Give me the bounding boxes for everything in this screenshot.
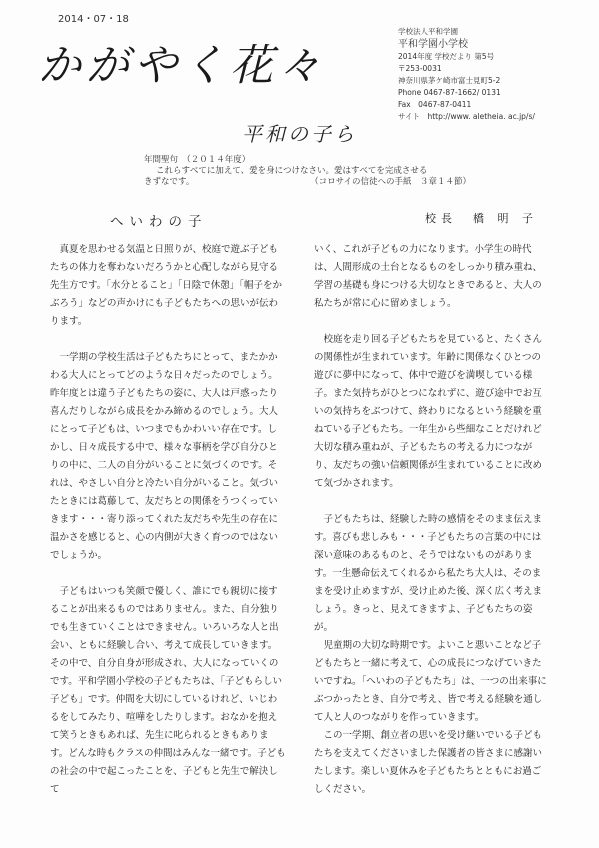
article-paragraph: 子どもたちは、経験した時の感情をそのまま伝えます。喜びも悲しみも・・・子どもたちの言葉の中には深い意味のあるものと、そうではないものがあります。一生懸命伝えてくれるから私たち大人は、そのままを受け止めますが、受け止めた後、深く広く考えましょう。きっと、見えてきますよ、子どもたちの姿が。 (314, 514, 543, 633)
annual-verse-line-2-row (144, 177, 474, 188)
school-address: 神奈川県茅ケ崎市富士見町5-2 (398, 76, 501, 85)
article-paragraph: 児童期の大切な時期です。よいこと悪いことなど子どもたちと一緒に考えて、心の成長につなげていきたいですね。「へいわの子どもたち」は、一つの出来事にぶつかったとき、自分で考え、皆で考える経験を通して人と人のつながりを作っていきます。 (314, 640, 547, 723)
website-link[interactable]: サイト http://www. aletheia. ac.jp/s/ (398, 112, 535, 121)
article-title: へいわの子 (110, 214, 208, 230)
article-paragraph: いく、これが子どもの力になります。小学生の時代は、人間形成の土台となるものをしっかり積み重ね、学習の基礎も身につける大切なときであると、大人の私たちが常に心に留めましょう。 (314, 244, 543, 309)
article-paragraph: 一学期の学校生活は子どもたちにとって、またかかわる大人にとってどのような日々だったのでしょう。昨年度とは違う子どもたちの姿に、大人は戸惑ったり喜んだりしながら成長をかみ締めるのでしょう。大人にとって子どもは、いつまでもかわいい存在です。しかし、日々成長する中で、様々な事柄を学び自分ひとりの中に、二人の自分がいることに気づくのです。それは、やさしい自分と冷たい自分がいること。気づいたときには葛藤して、友だちとの関係をうつくっていきます・・・寄り添ってくれた友だちや先生の存在に温かさを感じると、心の内側が大きく育つのではないでしょうか。 (50, 352, 279, 561)
annual-verse-line: これらすべてに加えて、愛を身につけなさい。愛はすべてを完成させる (156, 166, 428, 176)
phone-number: Phone 0467-87-1662/ 0131 (398, 88, 501, 97)
article-column-left (50, 241, 286, 817)
article-paragraph: この一学期、創立者の思いを受け継いでいる子どもたちを支えてくださいました保護者の皆さまに感謝いたします。楽しい夏休みを子どもたちとともにお過ごしください。 (314, 730, 543, 795)
fax-number: Fax 0467-87-0411 (398, 100, 472, 109)
newsletter-title: かがやく花々 (38, 41, 326, 91)
article-author: 校長 橋 明 子 (425, 212, 538, 225)
issue-number: 2014年度 学校だより 第5号 (398, 52, 495, 61)
school-info (398, 26, 596, 123)
postal-code: 〒253-0031 (398, 64, 442, 73)
issue-date: 2014・07・18 (58, 14, 129, 25)
article-column-right (314, 241, 550, 817)
newsletter-subtitle: 平和の子ら (242, 122, 357, 146)
school-corporation: 学校法人平和学園 (398, 27, 458, 36)
annual-verse-line: きずなです。 (144, 177, 195, 187)
article-paragraph: 真夏を思わせる気温と日照りが、校庭で遊ぶ子どもたちの体力を奪わないだろうかと心配しながら見守る先生方です。「水分とること」「日陰で休憩」「帽子をかぶろう」などの声かけにも子どもたちへの思いが伝わります。 (50, 244, 282, 327)
annual-verse-label: 年間聖句 （２０１４年度） (144, 155, 251, 165)
article-paragraph: 校庭を走り回る子どもたちを見ていると、たくさんの関係性が生まれています。年齢に関係なくひとつの遊びに夢中になって、体中で遊びを満喫している様子。また気持ちがひとつになれずに、遊び途中でお互いの気持ちをぶつけて、終わりになるという経験を重ねている子どもたち。一年生から些細なことだけれど大切な積み重ねが、子どもたちの考える力につながり、友だちの強い信頼関係が生まれていることに改めて気づかされます。 (314, 334, 543, 489)
school-name: 平和学園小学校 (398, 39, 468, 50)
annual-verse-reference: （コロサイの信徒への手紙 ３章１４節） (314, 177, 471, 187)
article-paragraph: 子どもはいつも笑顔で優しく、誰にでも親切に接することが出来るものではありません。また、自分独りでも生きていくことはできません。いろいろな人と出会い、ともに経験し合い、考えて成長していきます。その中で、自分自身が形成され、大人になっていくのです。平和学園小学校の子どもたちは、「子どもらしい子ども」です。仲間を大切にしているけれど、いじわるをしてみたり、喧嘩をしたりします。おなかを抱えて笑うときもあれば、先生に叱られるときもあります。どんな時もクラスの仲間はみんな一緒です。子どもの社会の中で起こったことを、子どもと先生で解決して (50, 586, 286, 795)
annual-verse (144, 155, 474, 188)
